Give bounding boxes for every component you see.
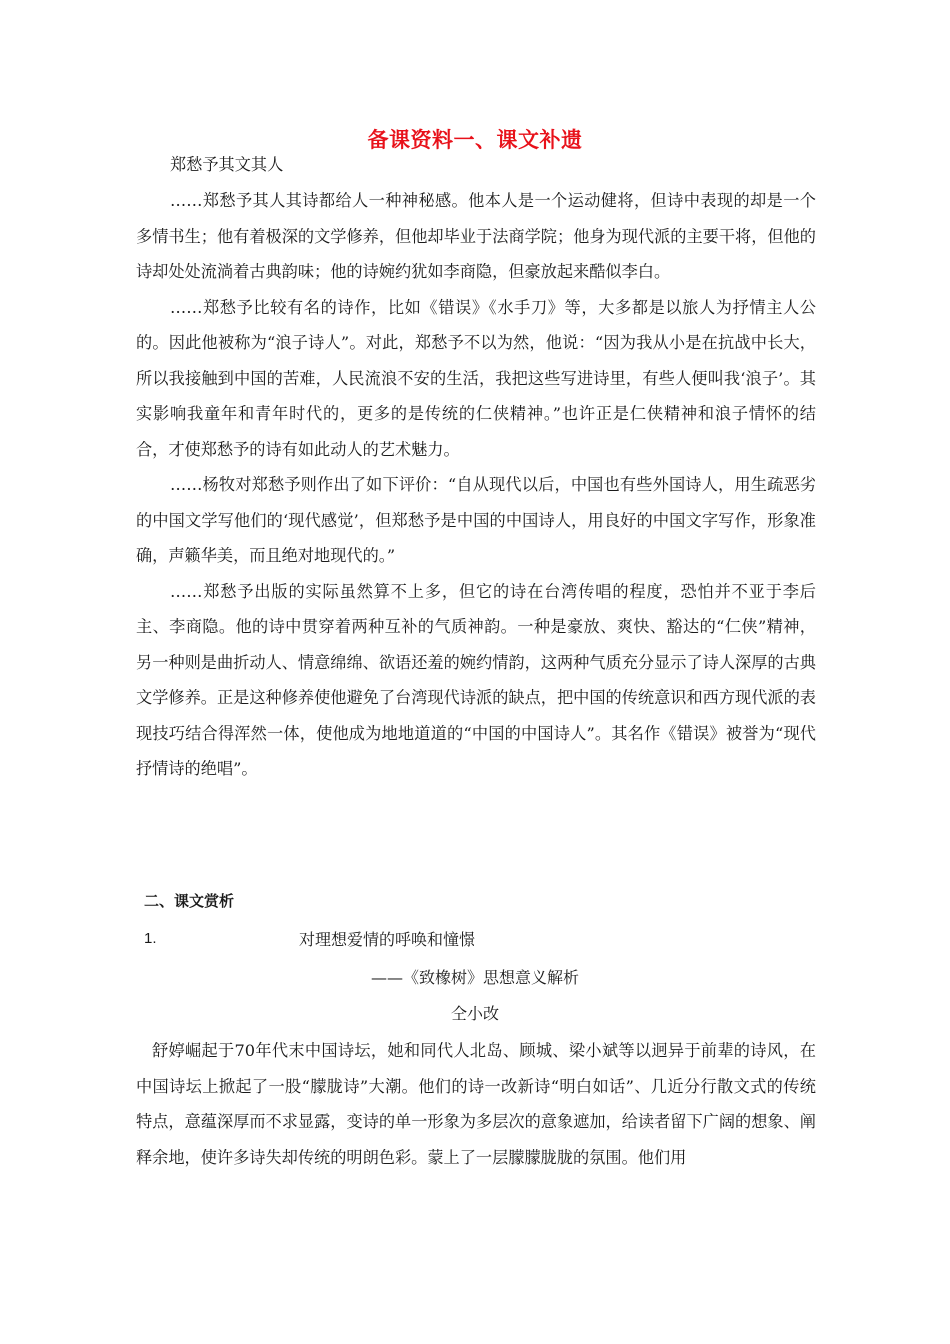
item-subtitle: ——《致橡树》思想意义解析 <box>370 968 579 987</box>
page-title: 备课资料一、课文补遗 <box>367 128 583 152</box>
paragraph-2: ……郑愁予比较有名的诗作，比如《错误》《水手刀》等，大多都是以旅人为抒情主人公的。因此他被称为“浪子诗人”。对此，郑愁予不以为然，他说：“因为我从小是在抗战中长大，所以我接触到中国的苦难，人民流浪不安的生活，我把这些写进诗里，有些人便叫我‘浪子’。其实影响我童年和青年时代的，更多的是传统的仁侠精神。”也许正是仁侠精神和浪子情怀的结合，才使郑愁予的诗有如此动人的艺术魅力。 <box>136 297 816 459</box>
paragraph-3: ……杨牧对郑愁予则作出了如下评价：“自从现代以后，中国也有些外国诗人，用生疏恶劣的中国文学写他们的‘现代感觉’，但郑愁予是中国的中国诗人，用良好的中国文字写作，形象准确，声籁华美，而且绝对地现代的。” <box>136 475 816 565</box>
subhead-text: 郑愁予其文其人 <box>170 155 284 174</box>
paragraph-4: ……郑愁予出版的实际虽然算不上多，但它的诗在台湾传唱的程度，恐怕并不亚于李后主、李商隐。他的诗中贯穿着两种互补的气质神韵。一种是豪放、爽快、豁达的“仁侠”精神，另一种则是曲折动人、情意绵绵、欲语还羞的婉约情韵，这两种气质充分显示了诗人深厚的古典文学修养。正是这种修养使他避免了台湾现代诗派的缺点，把中国的传统意识和西方现代派的表现技巧结合得浑然一体，使他成为地地道道的“中国的中国诗人”。其名作《错误》被誉为“现代抒情诗的绝唱”。 <box>136 581 816 778</box>
paragraph-1: ……郑愁予其人其诗都给人一种神秘感。他本人是一个运动健将，但诗中表现的却是一个多情书生；他有着极深的文学修养，但他却毕业于法商学院；他身为现代派的主要干将，但他的诗却处处流淌着古典韵味；他的诗婉约犹如李商隐，但豪放起来酷似李白。 <box>136 191 816 281</box>
item-author: 仝小改 <box>450 1004 499 1023</box>
paragraph-block <box>136 183 816 787</box>
article-paragraph: 舒婷崛起于70年代末中国诗坛，她和同代人北岛、顾城、梁小斌等以迥异于前辈的诗风，在中国诗坛上掀起了一股“朦胧诗”大潮。他们的诗一改新诗“明白如话”、几近分行散文式的传统特点，意蕴深厚而不求显露，变诗的单一形象为多层次的意象遮加，给读者留下广阔的想象、阐释余地，使许多诗失却传统的明朗色彩。蒙上了一层朦朦胧胧的氛围。他们用 <box>136 1041 816 1167</box>
section-heading: 二、课文赏析 <box>144 892 235 910</box>
item-number: 1. <box>144 930 157 947</box>
subhead <box>136 147 816 183</box>
item-title: 对理想爱情的呼唤和憧憬 <box>299 930 476 949</box>
